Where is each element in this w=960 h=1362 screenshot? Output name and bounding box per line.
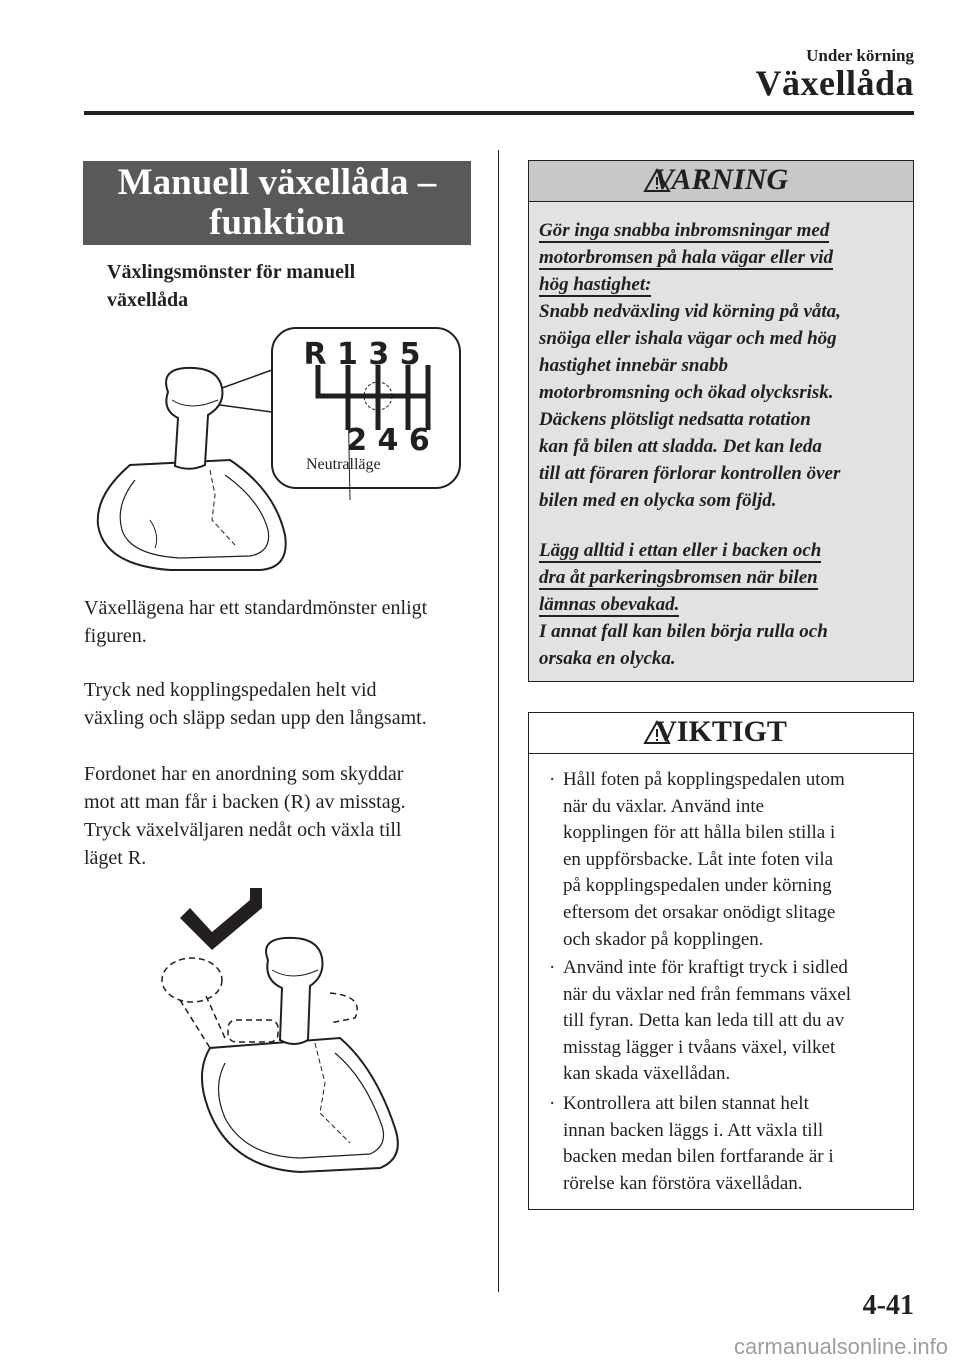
sub-heading-line-2: växellåda xyxy=(107,289,189,311)
sub-heading xyxy=(107,258,447,314)
bullet: · xyxy=(549,769,556,790)
p3-line-3: Tryck växelväljaren nedåt och växla till xyxy=(84,819,402,841)
item-3-line-3: backen medan bilen fortfarande är i xyxy=(563,1146,834,1168)
p1-line-1: Växellägena har ett standardmönster enligt xyxy=(84,597,428,619)
item-1-line-5: på kopplingspedalen under körning xyxy=(563,875,832,897)
bullet: · xyxy=(549,957,556,978)
page-number: 4-41 xyxy=(862,1290,914,1321)
warning-line-2: motorbromsen på hala vägar eller vid xyxy=(539,247,833,268)
important-box xyxy=(528,712,914,1210)
warning-line-4: Snabb nedväxling vid körning på våta, xyxy=(539,301,841,322)
item-2-line-5: kan skada växellådan. xyxy=(563,1063,731,1085)
watermark-text: carmanualsonline.info xyxy=(733,1334,948,1359)
warning-line-8: Däckens plötsligt nedsatta rotation xyxy=(539,409,811,430)
item-3-line-1: Kontrollera att bilen stannat helt xyxy=(563,1093,809,1114)
shift-pattern-illustration xyxy=(90,320,470,580)
sub-heading-line-1: Växlingsmönster för manuell xyxy=(107,261,356,283)
important-item-1 xyxy=(545,767,923,953)
warning-line-10: till att föraren förlorar kontrollen över xyxy=(539,463,841,484)
p3-line-1: Fordonet har en anordning som skyddar xyxy=(84,763,404,785)
gear-labels-bottom: 2 4 6 xyxy=(346,423,430,458)
paragraph-reverse xyxy=(84,760,484,872)
warning-line-3: hög hastighet: xyxy=(539,274,652,295)
item-1-line-4: en uppförsbacke. Låt inte foten vila xyxy=(563,848,834,870)
warning-line-16: orsaka en olycka. xyxy=(539,648,676,669)
warning-header xyxy=(529,161,913,202)
item-2-line-4: misstag lägger i tvåans växel, vilket xyxy=(563,1036,836,1058)
warning-line-14: lämnas obevakad. xyxy=(539,594,680,615)
bullet: · xyxy=(549,1093,556,1114)
warning-line-9: kan få bilen att sladda. Det kan leda xyxy=(539,436,822,457)
item-1-line-1: Håll foten på kopplingspedalen utom xyxy=(563,769,845,790)
warning-line-12: Lägg alltid i ettan eller i backen och xyxy=(539,540,822,561)
header-title: Växellåda xyxy=(755,63,914,103)
warning-box xyxy=(528,160,914,682)
item-1-line-6: eftersom det orsakar onödigt slitage xyxy=(563,901,836,923)
item-1-line-2: när du växlar. Använd inte xyxy=(563,795,765,817)
item-3-line-4: rörelse kan förstöra växellådan. xyxy=(563,1172,803,1194)
important-title: VIKTIGT xyxy=(655,715,787,748)
warning-line-5: snöiga eller ishala vägar och med hög xyxy=(539,328,837,349)
gear-labels-top: R 1 3 5 xyxy=(303,337,421,372)
warning-line-15: I annat fall kan bilen börja rulla och xyxy=(539,621,828,642)
p2-line-2: växling och släpp sedan upp den långsamt. xyxy=(84,707,427,729)
section-banner xyxy=(83,161,471,245)
p2-line-1: Tryck ned kopplingspedalen helt vid xyxy=(84,679,377,701)
item-1-line-3: kopplingen för att hålla bilen stilla i xyxy=(563,822,836,844)
important-item-2 xyxy=(545,955,923,1088)
p3-line-4: läget R. xyxy=(84,847,147,869)
neutral-position-label: Neutralläge xyxy=(306,456,381,473)
column-divider xyxy=(498,150,499,1292)
warning-body-1 xyxy=(539,217,909,514)
p1-line-2: figuren. xyxy=(84,625,147,647)
warning-line-1: Gör inga snabba inbromsningar med xyxy=(539,220,830,241)
banner-line-1: Manuell växellåda – xyxy=(117,162,437,203)
warning-line-11: bilen med en olycka som följd. xyxy=(539,490,777,511)
paragraph-clutch xyxy=(84,676,484,732)
item-3-line-2: innan backen läggs i. Att växla till xyxy=(563,1119,824,1141)
banner-line-2: funktion xyxy=(209,202,345,243)
item-2-line-2: när du växlar ned från femmans växel xyxy=(563,983,852,1005)
item-2-line-3: till fyran. Detta kan leda till att du av xyxy=(563,1010,845,1032)
p3-line-2: mot att man får i backen (R) av misstag. xyxy=(84,791,406,813)
reverse-shift-illustration xyxy=(150,888,410,1208)
header-section: Under körning xyxy=(806,46,914,65)
paragraph-pattern xyxy=(84,594,484,650)
important-header xyxy=(529,713,913,754)
warning-line-13: dra åt parkeringsbromsen när bilen xyxy=(539,567,818,588)
warning-title: VARNING xyxy=(653,163,789,196)
item-1-line-7: och skador på kopplingen. xyxy=(563,928,764,950)
item-2-line-1: Använd inte för kraftigt tryck i sidled xyxy=(563,957,848,978)
warning-body-2 xyxy=(539,537,909,672)
important-item-3 xyxy=(545,1091,923,1197)
warning-line-7: motorbromsning och ökad olycksrisk. xyxy=(539,382,834,403)
warning-line-6: hastighet innebär snabb xyxy=(539,355,728,376)
header-rule xyxy=(84,111,914,115)
